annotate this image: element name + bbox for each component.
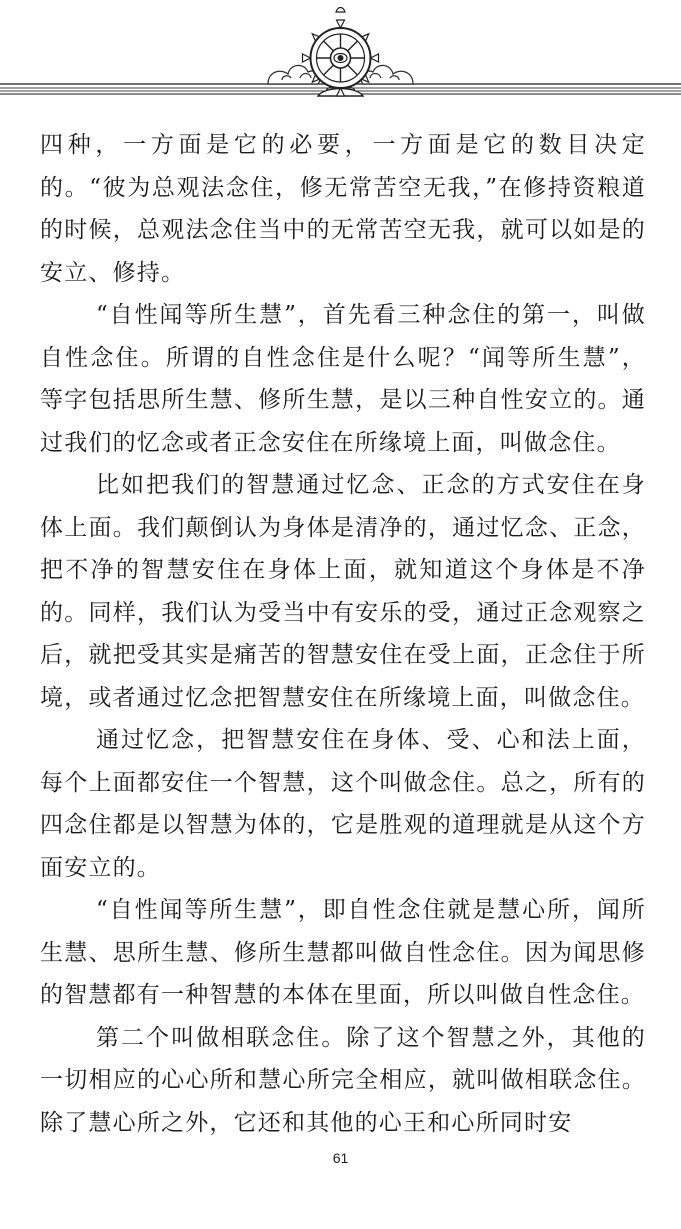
page-header-ornament <box>0 0 681 110</box>
page-body <box>40 124 646 1144</box>
paragraph-6: 第二个叫做相联念住。除了这个智慧之外，其他的一切相应的心心所和慧心所完全相应，就叫做相联念住。除了慧心所之外，它还和其他的心王和心所同时安 <box>40 1024 646 1136</box>
paragraph-4: 通过忆念，把智慧安住在身体、受、心和法上面，每个上面都安住一个智慧，这个叫做念住。总之，所有的四念住都是以智慧为体的，它是胜观的道理就是从这个方面安立的。 <box>40 727 646 881</box>
paragraph-1: 四种，一方面是它的必要，一方面是它的数目决定的。“彼为总观法念住，修无常苦空无我，”在修持资粮道的时候，总观法念住当中的无常苦空无我，就可以如是的安立、修持。 <box>40 132 646 286</box>
paragraph-3: 比如把我们的智慧通过忆念、正念的方式安住在身体上面。我们颠倒认为身体是清净的，通过忆念、正念，把不净的智慧安住在身体上面，就知道这个身体是不净的。同样，我们认为受当中有安乐的受，通过正念观察之后，就把受其实是痛苦的智慧安住在受上面，正念住于所境，或者通过忆念把智慧安住在所缘境上面，叫做念住。 <box>40 472 646 711</box>
page-number: 61 <box>332 1150 349 1166</box>
header-ornament-graphic <box>0 0 681 110</box>
paragraph-2: “自性闻等所生慧”，首先看三种念住的第一，叫做自性念住。所谓的自性念住是什么呢？“闻等所生慧”，等字包括思所生慧、修所生慧，是以三种自性安立的。通过我们的忆念或者正念安住在所缘境上面，叫做念住。 <box>40 302 646 456</box>
paragraph-5: “自性闻等所生慧”，即自性念住就是慧心所，闻所生慧、思所生慧、修所生慧都叫做自性念住。因为闻思修的智慧都有一种智慧的本体在里面，所以叫做自性念住。 <box>40 897 646 1008</box>
